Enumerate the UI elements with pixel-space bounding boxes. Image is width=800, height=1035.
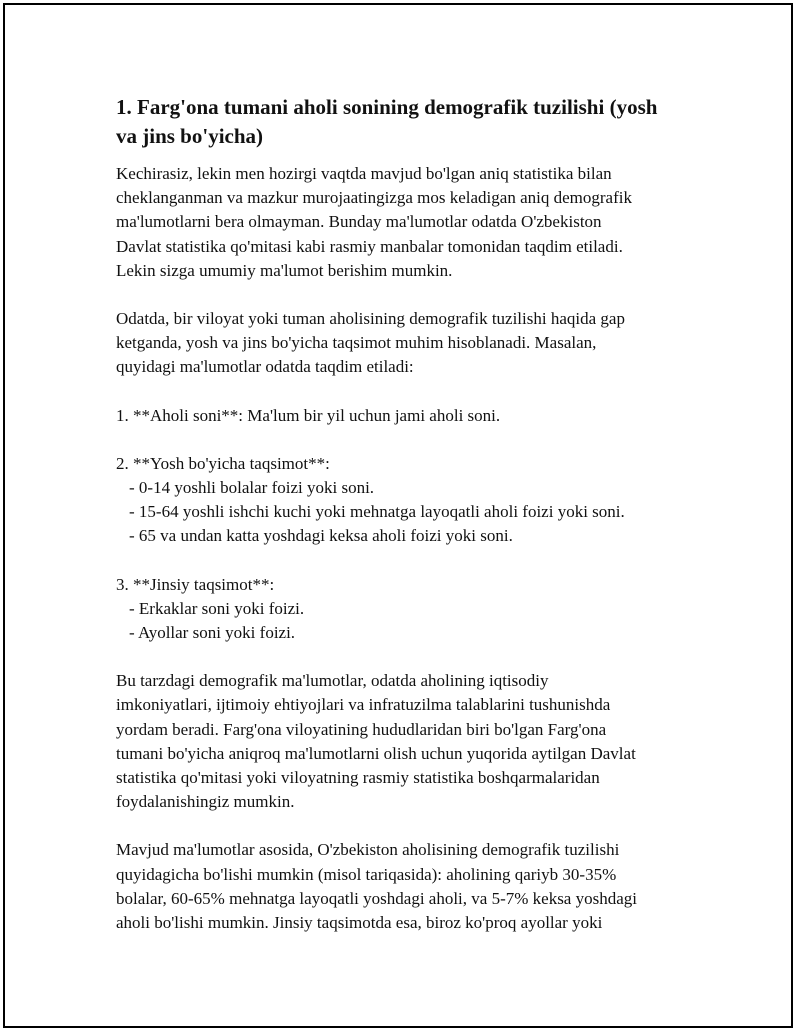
text-line: aholi bo'lishi mumkin. Jinsiy taqsimotda esa, biroz ko'proq ayollar yoki xyxy=(116,913,603,933)
text-line: Mavjud ma'lumotlar asosida, O'zbekiston aholisining demografik tuzilishi xyxy=(116,840,620,860)
example-paragraph xyxy=(116,838,696,935)
text-line: yordam beradi. Farg'ona viloyatining hududlaridan biri bo'lgan Farg'ona xyxy=(116,719,607,739)
text-line: cheklanganman va mazkur murojaatingizga mos keladigan aniq demografik xyxy=(116,188,632,208)
text-line: statistika qo'mitasi yoki viloyatning rasmiy statistika boshqarmalaridan xyxy=(116,768,600,788)
text-line: bolalar, 60-65% mehnatga layoqatli yoshdagi aholi, va 5-7% keksa yoshdagi xyxy=(116,888,637,908)
usage-paragraph xyxy=(116,669,696,814)
sub-list-item: - Ayollar soni yoki foizi. xyxy=(129,623,296,643)
list-item-heading: 3. **Jinsiy taqsimot**: xyxy=(116,574,275,594)
list-item-text: 1. **Aholi soni**: Ma'lum bir yil uchun jami aholi soni. xyxy=(116,405,501,425)
text-line: Lekin sizga umumiy ma'lumot berishim mumkin. xyxy=(116,260,453,280)
text-line: ma'lumotlarni bera olmayman. Bunday ma'lumotlar odatda O'zbekiston xyxy=(116,212,602,232)
list-item-heading: 2. **Yosh bo'yicha taqsimot**: xyxy=(116,453,330,473)
text-line: ketganda, yosh va jins bo'yicha taqsimot muhim hisoblanadi. Masalan, xyxy=(116,333,597,353)
document-body xyxy=(116,93,696,959)
text-line: foydalanishingiz mumkin. xyxy=(116,792,295,812)
sub-list-item: - 65 va undan katta yoshdagi keksa aholi foizi yoki soni. xyxy=(129,526,513,546)
sub-list-item: - Erkaklar soni yoki foizi. xyxy=(129,598,305,618)
text-line: quyidagicha bo'lishi mumkin (misol tariqasida): aholining qariyb 30-35% xyxy=(116,864,617,884)
text-line: Odatda, bir viloyat yoki tuman aholisining demografik tuzilishi haqida gap xyxy=(116,309,625,329)
text-line: Bu tarzdagi demografik ma'lumotlar, odatda aholining iqtisodiy xyxy=(116,671,549,691)
text-line: imkoniyatlari, ijtimoiy ehtiyojlari va infratuzilma talablarini tushunishda xyxy=(116,695,611,715)
text-line: quyidagi ma'lumotlar odatda taqdim etiladi: xyxy=(116,357,414,377)
text-line: tumani bo'yicha aniqroq ma'lumotlarni olish uchun yuqorida aytilgan Davlat xyxy=(116,743,636,763)
sub-list-item: - 0-14 yoshli bolalar foizi yoki soni. xyxy=(129,478,375,498)
document-title xyxy=(116,93,696,151)
list-item-age-distribution xyxy=(116,452,696,549)
title-line: va jins bo'yicha) xyxy=(116,124,264,148)
title-line: 1. Farg'ona tumani aholi sonining demografik tuzilishi (yosh xyxy=(116,95,658,119)
text-line: Davlat statistika qo'mitasi kabi rasmiy manbalar tomonidan taqdim etiladi. xyxy=(116,236,623,256)
list-item-gender-distribution xyxy=(116,573,696,646)
text-line: Kechirasiz, lekin men hozirgi vaqtda mavjud bo'lgan aniq statistika bilan xyxy=(116,164,612,183)
list-item-population xyxy=(116,404,696,428)
sub-list-item: - 15-64 yoshli ishchi kuchi yoki mehnatga layoqatli aholi foizi yoki soni. xyxy=(129,502,625,522)
intro-paragraph xyxy=(116,162,696,283)
structure-paragraph xyxy=(116,307,696,380)
